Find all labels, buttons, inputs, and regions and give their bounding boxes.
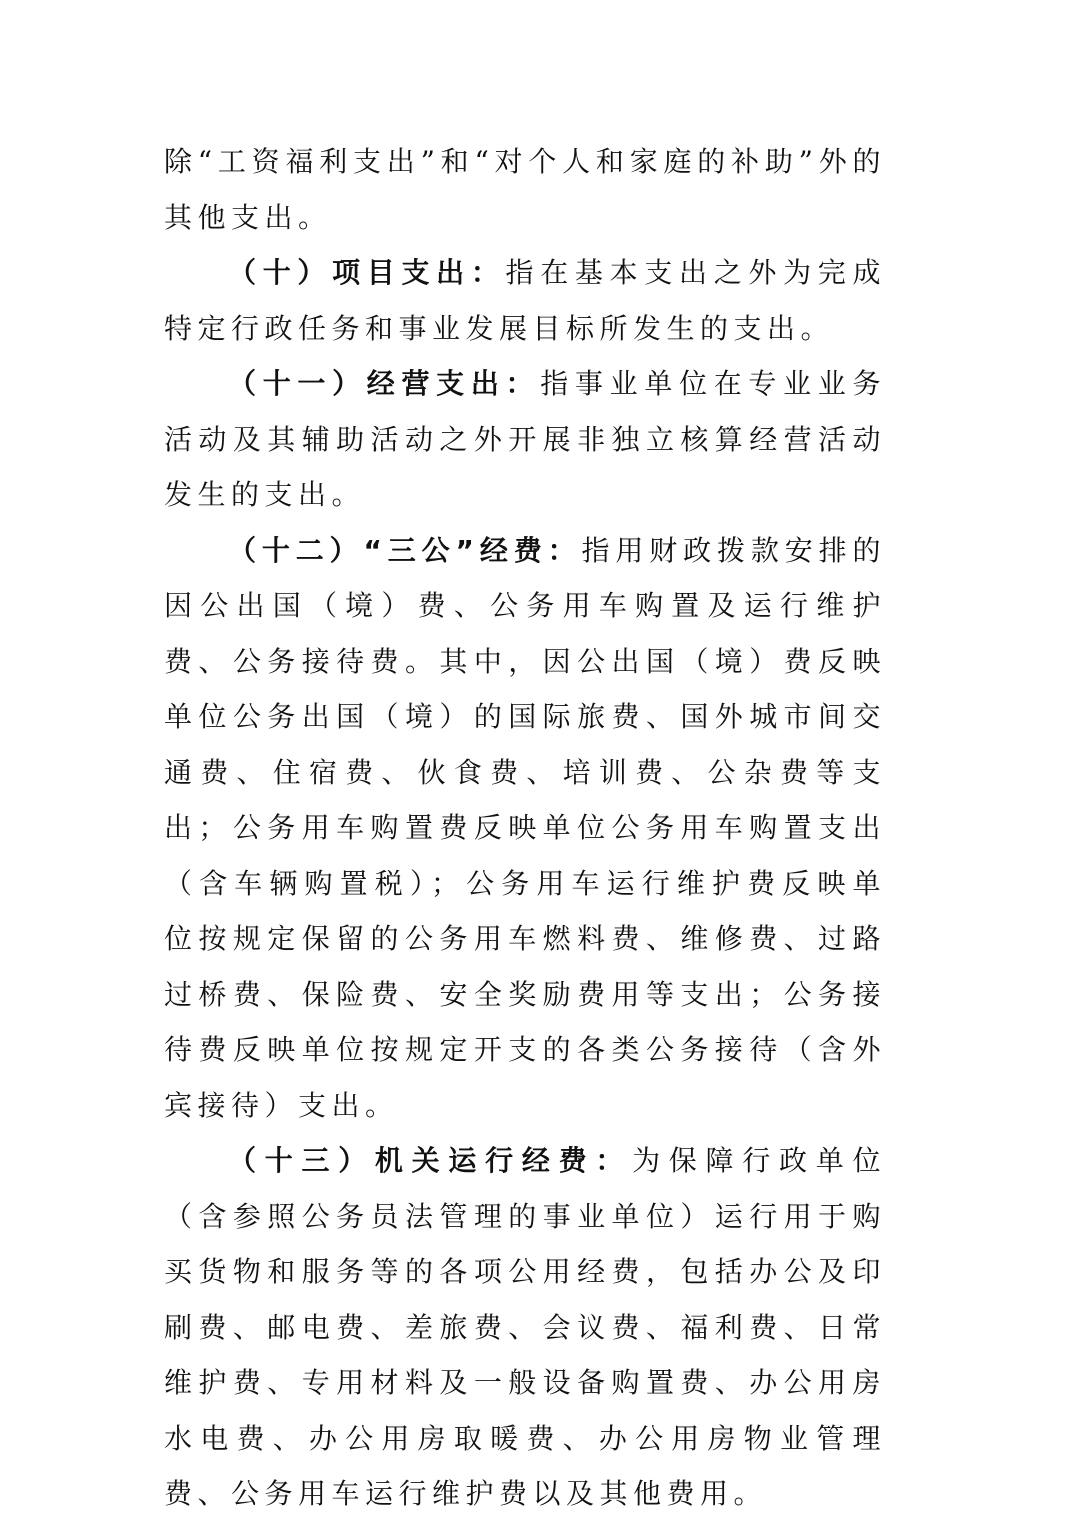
paragraph-three-public-expenses [164, 523, 886, 1134]
paragraph-text: 为保障行政单位（含参照公务员法管理的事业单位）运行用于购买货物和服务等的各项公用经费，包括办公及印刷费、邮电费、差旅费、会议费、福利费、日常维护费、专用材料及一般设备购置费、办公用房水电费、办公用房取暖费、办公用房物业管理费、公务用车运行维护费以及其他费用。 [164, 1144, 886, 1510]
paragraph-heading: （十）项目支出： [228, 256, 506, 289]
paragraph-text: 指在基本支出之外为完成特定行政任务和事业发展目标所发生的支出。 [164, 256, 886, 345]
paragraph-text: 指用财政拨款安排的因公出国（境）费、公务用车购置及运行维护费、公务接待费。其中，因公出国（境）费反映单位公务出国（境）的国际旅费、国外城市间交通费、住宿费、伙食费、培训费、公杂费等支出；公务用车购置费反映单位公务用车购置支出（含车辆购置税）；公务用车运行维护费反映单位按规定保留的公务用车燃料费、维修费、过路过桥费、保险费、安全奖励费用等支出；公务接待费反映单位按规定开支的各类公务接待（含外宾接待）支出。 [164, 533, 886, 1122]
paragraph-agency-operating-funds [164, 1133, 886, 1522]
paragraph-project-expenditure [164, 245, 886, 356]
paragraph-operating-expenditure [164, 356, 886, 523]
paragraph-text: 指事业单位在专业业务活动及其辅助活动之外开展非独立核算经营活动发生的支出。 [164, 367, 886, 511]
paragraph-heading: （十一）经营支出： [228, 367, 541, 400]
paragraph-text: 除“工资福利支出”和“对个人和家庭的补助”外的其他支出。 [164, 145, 886, 234]
paragraph-heading: （十三）机关运行经费： [228, 1144, 633, 1177]
paragraph-heading: （十二）“三公”经费： [228, 533, 582, 567]
paragraph-continuation [164, 134, 886, 245]
document-body [164, 134, 886, 1522]
